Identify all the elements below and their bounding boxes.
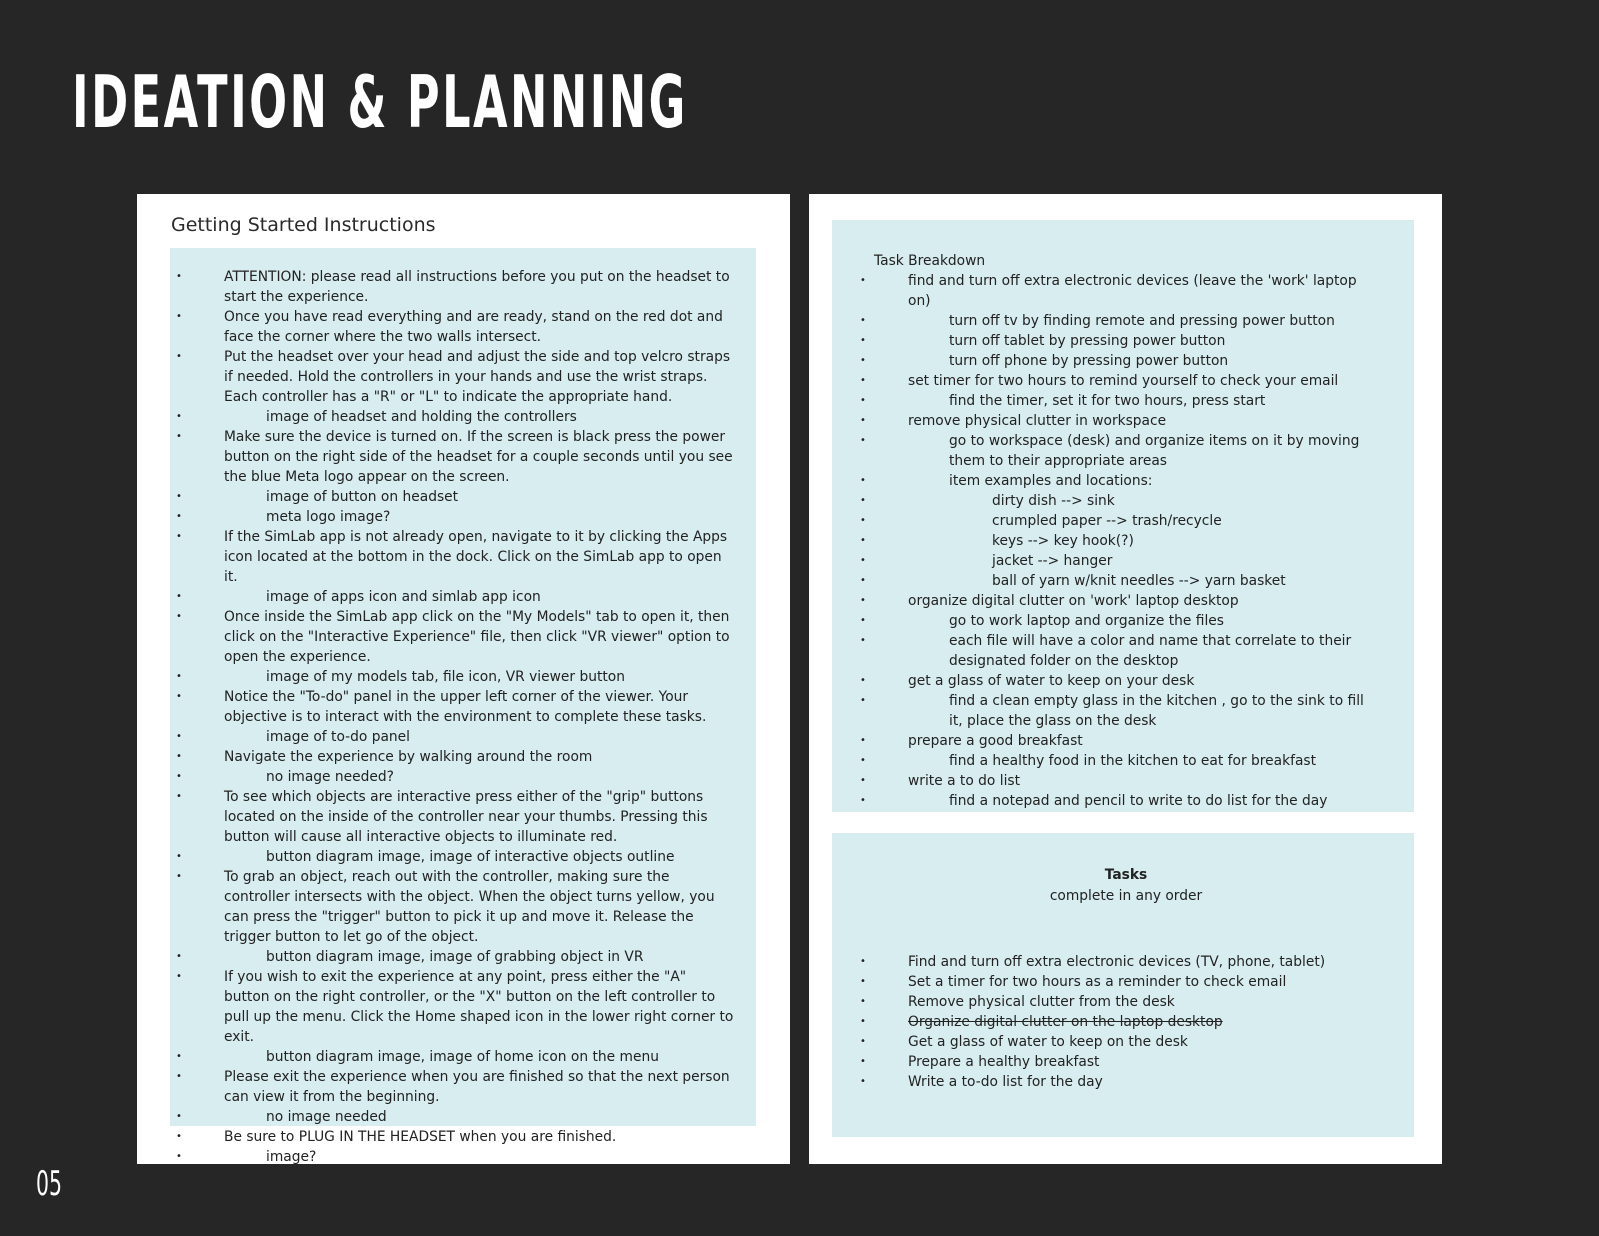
list-item: • Once you have read everything and are ready, stand on the red dot and face the corner where the two walls intersect.: [190, 307, 736, 347]
list-item: • Make sure the device is turned on. If the screen is black press the power button on the right side of the headset for a couple seconds until you see the blue Meta logo appear on the screen.: [190, 427, 736, 487]
list-item: • crumpled paper --> trash/recycle: [874, 511, 1378, 531]
list-item: • each file will have a color and name that correlate to their designated folder on the desktop: [874, 631, 1378, 671]
list-item: • image?: [190, 1147, 736, 1167]
list-item: • meta logo image?: [190, 507, 736, 527]
list-item: • go to workspace (desk) and organize items on it by moving them to their appropriate areas: [874, 431, 1378, 471]
instructions-panel: [170, 248, 756, 1165]
list-item: • find a notepad and pencil to write to do list for the day: [874, 791, 1378, 811]
list-item: • image of button on headset: [190, 487, 736, 507]
list-item: • get a glass of water to keep on your desk: [874, 671, 1378, 691]
list-item: • image of my models tab, file icon, VR viewer button: [190, 667, 736, 687]
list-item: • turn off tablet by pressing power button: [874, 331, 1378, 351]
list-item: • Put the headset over your head and adjust the side and top velcro straps if needed. Hold the controllers in your hands and use the wrist straps. Each controller has a "R" or "L" to indicate the appropriate hand.: [190, 347, 736, 407]
list-item: • write a to do list: [874, 771, 1378, 791]
list-item: • no image needed: [190, 1107, 736, 1127]
list-item: • dirty dish --> sink: [874, 491, 1378, 511]
list-item: • To see which objects are interactive press either of the "grip" buttons located on the inside of the controller near your thumbs. Pressing this button will cause all interactive objects to illuminate red.: [190, 787, 736, 847]
task-breakdown-label: Task Breakdown: [874, 253, 986, 269]
list-item: • image of apps icon and simlab app icon: [190, 587, 736, 607]
list-item: • no image needed?: [190, 767, 736, 787]
list-item: • organize digital clutter on 'work' laptop desktop: [874, 591, 1378, 611]
list-item: • set timer for two hours to remind yourself to check your email: [874, 371, 1378, 391]
list-item: • button diagram image, image of interactive objects outline: [190, 847, 736, 867]
planning-card: [809, 194, 1442, 1164]
list-item: • Be sure to PLUG IN THE HEADSET when you are finished.: [190, 1127, 736, 1147]
instructions-card: [137, 194, 790, 1164]
list-item: • Get a glass of water to keep on the desk: [874, 1032, 1378, 1052]
list-item: • Remove physical clutter from the desk: [874, 992, 1378, 1012]
list-item: • Navigate the experience by walking around the room: [190, 747, 736, 767]
task-breakdown-list: [874, 271, 1378, 811]
tasks-title: Tasks: [1104, 867, 1148, 883]
page-number: 05: [36, 1164, 62, 1204]
list-item: • find a healthy food in the kitchen to eat for breakfast: [874, 751, 1378, 771]
list-item: • button diagram image, image of grabbing object in VR: [190, 947, 736, 967]
instructions-list: [190, 267, 736, 1167]
list-item: • go to work laptop and organize the files: [874, 611, 1378, 631]
list-item: • ATTENTION: please read all instructions before you put on the headset to start the experience.: [190, 267, 736, 307]
list-item: • button diagram image, image of home icon on the menu: [190, 1047, 736, 1067]
task-breakdown-panel: [832, 220, 1414, 812]
list-item: • Prepare a healthy breakfast: [874, 1052, 1378, 1072]
list-item: • ball of yarn w/knit needles --> yarn basket: [874, 571, 1378, 591]
list-item: • remove physical clutter in workspace: [874, 411, 1378, 431]
list-item: • find the timer, set it for two hours, press start: [874, 391, 1378, 411]
list-item: • If you wish to exit the experience at any point, press either the "A" button on the right controller, or the "X" button on the left controller to pull up the menu. Click the Home shaped icon in the lower right corner to exit.: [190, 967, 736, 1047]
list-item: • find a clean empty glass in the kitchen , go to the sink to fill it, place the glass on the desk: [874, 691, 1378, 731]
list-item: • Find and turn off extra electronic devices (TV, phone, tablet): [874, 952, 1378, 972]
tasks-panel: [832, 833, 1414, 1137]
instructions-heading: Getting Started Instructions: [171, 214, 436, 236]
list-item: • turn off tv by finding remote and pressing power button: [874, 311, 1378, 331]
list-item: • Please exit the experience when you are finished so that the next person can view it from the beginning.: [190, 1067, 736, 1107]
list-item: • keys --> key hook(?): [874, 531, 1378, 551]
list-item: • jacket --> hanger: [874, 551, 1378, 571]
list-item: • image of to-do panel: [190, 727, 736, 747]
tasks-list: [874, 952, 1378, 1092]
list-item: • Once inside the SimLab app click on the "My Models" tab to open it, then click on the "Interactive Experience" file, then click "VR viewer" option to open the experience.: [190, 607, 736, 667]
page-title: IDEATION & PLANNING: [72, 60, 688, 144]
list-item: • Organize digital clutter on the laptop desktop: [874, 1012, 1378, 1032]
list-item: • Notice the "To-do" panel in the upper left corner of the viewer. Your objective is to interact with the environment to complete these tasks.: [190, 687, 736, 727]
list-item: • To grab an object, reach out with the controller, making sure the controller intersects with the object. When the object turns yellow, you can press the "trigger" button to pick it up and move it. Release the trigger button to let go of the object.: [190, 867, 736, 947]
list-item: • Write a to-do list for the day: [874, 1072, 1378, 1092]
list-item: • image of headset and holding the controllers: [190, 407, 736, 427]
list-item: • item examples and locations:: [874, 471, 1378, 491]
list-item: • If the SimLab app is not already open, navigate to it by clicking the Apps icon located at the bottom in the dock. Click on the SimLab app to open it.: [190, 527, 736, 587]
tasks-subtitle: complete in any order: [1049, 888, 1203, 904]
list-item: • find and turn off extra electronic devices (leave the 'work' laptop on): [874, 271, 1378, 311]
list-item: • turn off phone by pressing power button: [874, 351, 1378, 371]
list-item: • Set a timer for two hours as a reminder to check email: [874, 972, 1378, 992]
list-item: • prepare a good breakfast: [874, 731, 1378, 751]
